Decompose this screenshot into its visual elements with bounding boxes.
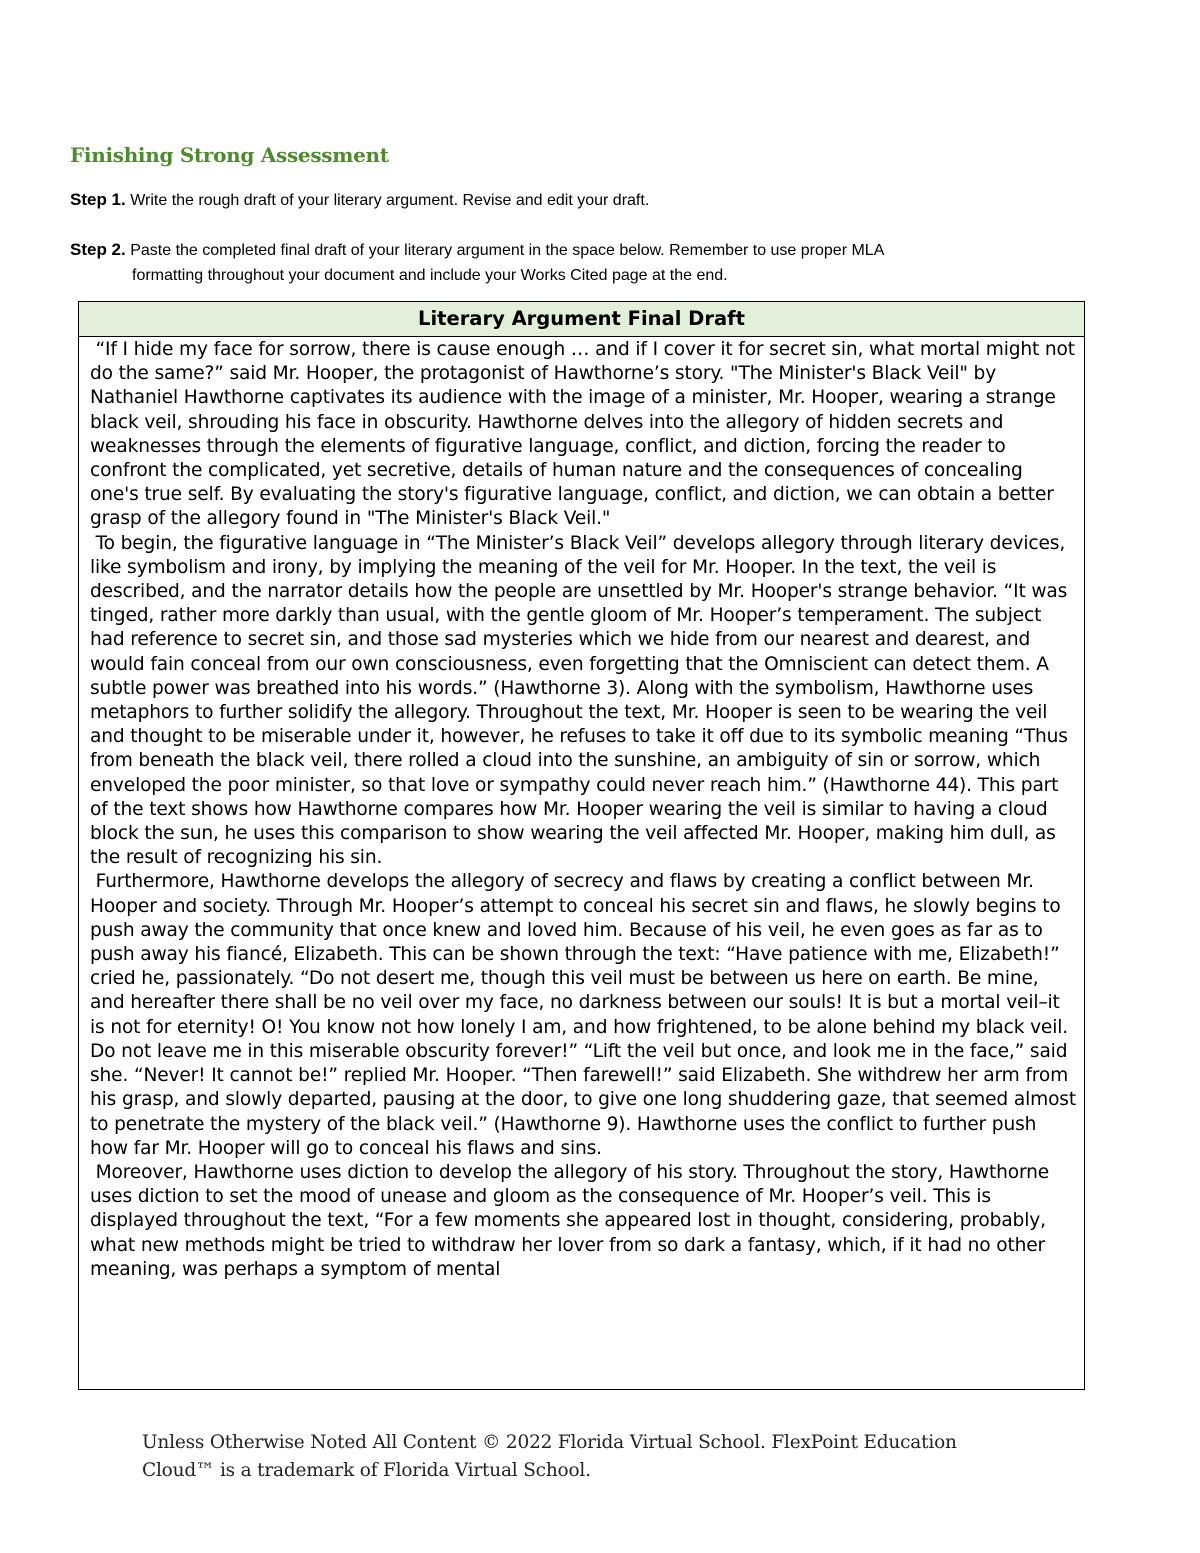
step-1 xyxy=(70,187,1070,213)
step-1-label: Step 1. xyxy=(70,190,126,209)
step-1-text: Write the rough draft of your literary argument. Revise and edit your draft. xyxy=(130,192,650,209)
step-2-label: Step 2. xyxy=(70,240,126,259)
step-2-text-line2: formatting throughout your document and include your Works Cited page at the end. xyxy=(132,267,728,284)
draft-paragraph-figurative: To begin, the figurative language in “The Minister’s Black Veil” develops allegory through literary devices, like symbolism and irony, by implying the meaning of the veil for Mr. Hooper. In the text, the veil is described, and the narrator details how the people are unsettled by Mr. Hooper's strange behavior. “It was tinged, rather more darkly than usual, with the gentle gloom of Mr. Hooper’s temperament. The subject had reference to secret sin, and those sad mysteries which we hide from our nearest and dearest, and would fain conceal from our own consciousness, even forgetting that the Omniscient can detect them. A subtle power was breathed into his words.” (Hawthorne 3). Along with the symbolism, Hawthorne uses metaphors to further solidify the allegory. Throughout the text, Mr. Hooper is seen to be wearing the veil and thought to be miserable under it, however, he refuses to take it off due to its symbolic meaning “Thus from beneath the black veil, there rolled a cloud into the sunshine, an ambiguity of sin or sorrow, which enveloped the poor minister, so that love or sympathy could never reach him.” (Hawthorne 44). This part of the text shows how Hawthorne compares how Mr. Hooper wearing the veil is similar to having a cloud block the sun, he uses this comparison to show wearing the veil affected Mr. Hooper, making him dull, as the result of recognizing his sin. xyxy=(90,532,1068,869)
assessment-heading: Finishing Strong Assessment xyxy=(70,143,389,167)
step-2 xyxy=(70,237,1070,288)
table-header: Literary Argument Final Draft xyxy=(79,302,1084,337)
final-draft-table xyxy=(78,301,1085,1390)
step-2-text-line1: Paste the completed final draft of your literary argument in the space below. Remember to use proper MLA xyxy=(130,242,885,259)
draft-text-cell[interactable] xyxy=(79,337,1084,1388)
draft-paragraph-intro: “If I hide my face for sorrow, there is cause enough … and if I cover it for secret sin, what mortal might not do the same?” said Mr. Hooper, the protagonist of Hawthorne’s story. "The Minister's Black Veil" by Nathaniel Hawthorne captivates its audience with the image of a minister, Mr. Hooper, wearing a strange black veil, shrouding his face in obscurity. Hawthorne delves into the allegory of hidden secrets and weaknesses through the elements of figurative language, conflict, and diction, forcing the reader to confront the complicated, yet secretive, details of human nature and the consequences of concealing one's true self. By evaluating the story's figurative language, conflict, and diction, we can obtain a better grasp of the allegory found in "The Minister's Black Veil." xyxy=(90,339,1075,530)
draft-paragraph-conflict: Furthermore, Hawthorne develops the allegory of secrecy and flaws by creating a conflict between Mr. Hooper and society. Through Mr. Hooper’s attempt to conceal his secret sin and flaws, he slowly begins to push away the community that once knew and loved him. Because of his veil, he even goes as far as to push away his fiancé, Elizabeth. This can be shown through the text: “Have patience with me, Elizabeth!” cried he, passionately. “Do not desert me, though this veil must be between us here on earth. Be mine, and hereafter there shall be no veil over my face, no darkness between our souls! It is but a mortal veil–it is not for eternity! O! You know not how lonely I am, and how frightened, to be alone behind my black veil. Do not leave me in this miserable obscurity forever!” “Lift the veil but once, and look me in the face,” said she. “Never! It cannot be!” replied Mr. Hooper. “Then farewell!” said Elizabeth. She withdrew her arm from his grasp, and slowly departed, pausing at the door, to give one long shuddering gaze, that seemed almost to penetrate the mystery of the black veil.” (Hawthorne 9). Hawthorne uses the conflict to further push how far Mr. Hooper will go to conceal his flaws and sins. xyxy=(90,871,1076,1159)
draft-paragraph-diction: Moreover, Hawthorne uses diction to develop the allegory of his story. Throughout the story, Hawthorne uses diction to set the mood of unease and gloom as the consequence of Mr. Hooper’s veil. This is displayed throughout the text, “For a few moments she appeared lost in thought, considering, probably, what new methods might be tried to withdraw her lover from so dark a fantasy, which, if it had no other meaning, was perhaps a symptom of mental xyxy=(90,1161,1050,1280)
footer-line-2: Cloud™ is a trademark of Florida Virtual School. xyxy=(142,1460,591,1481)
copyright-footer xyxy=(142,1429,1042,1485)
footer-line-1: Unless Otherwise Noted All Content © 2022 Florida Virtual School. FlexPoint Education xyxy=(142,1432,957,1453)
